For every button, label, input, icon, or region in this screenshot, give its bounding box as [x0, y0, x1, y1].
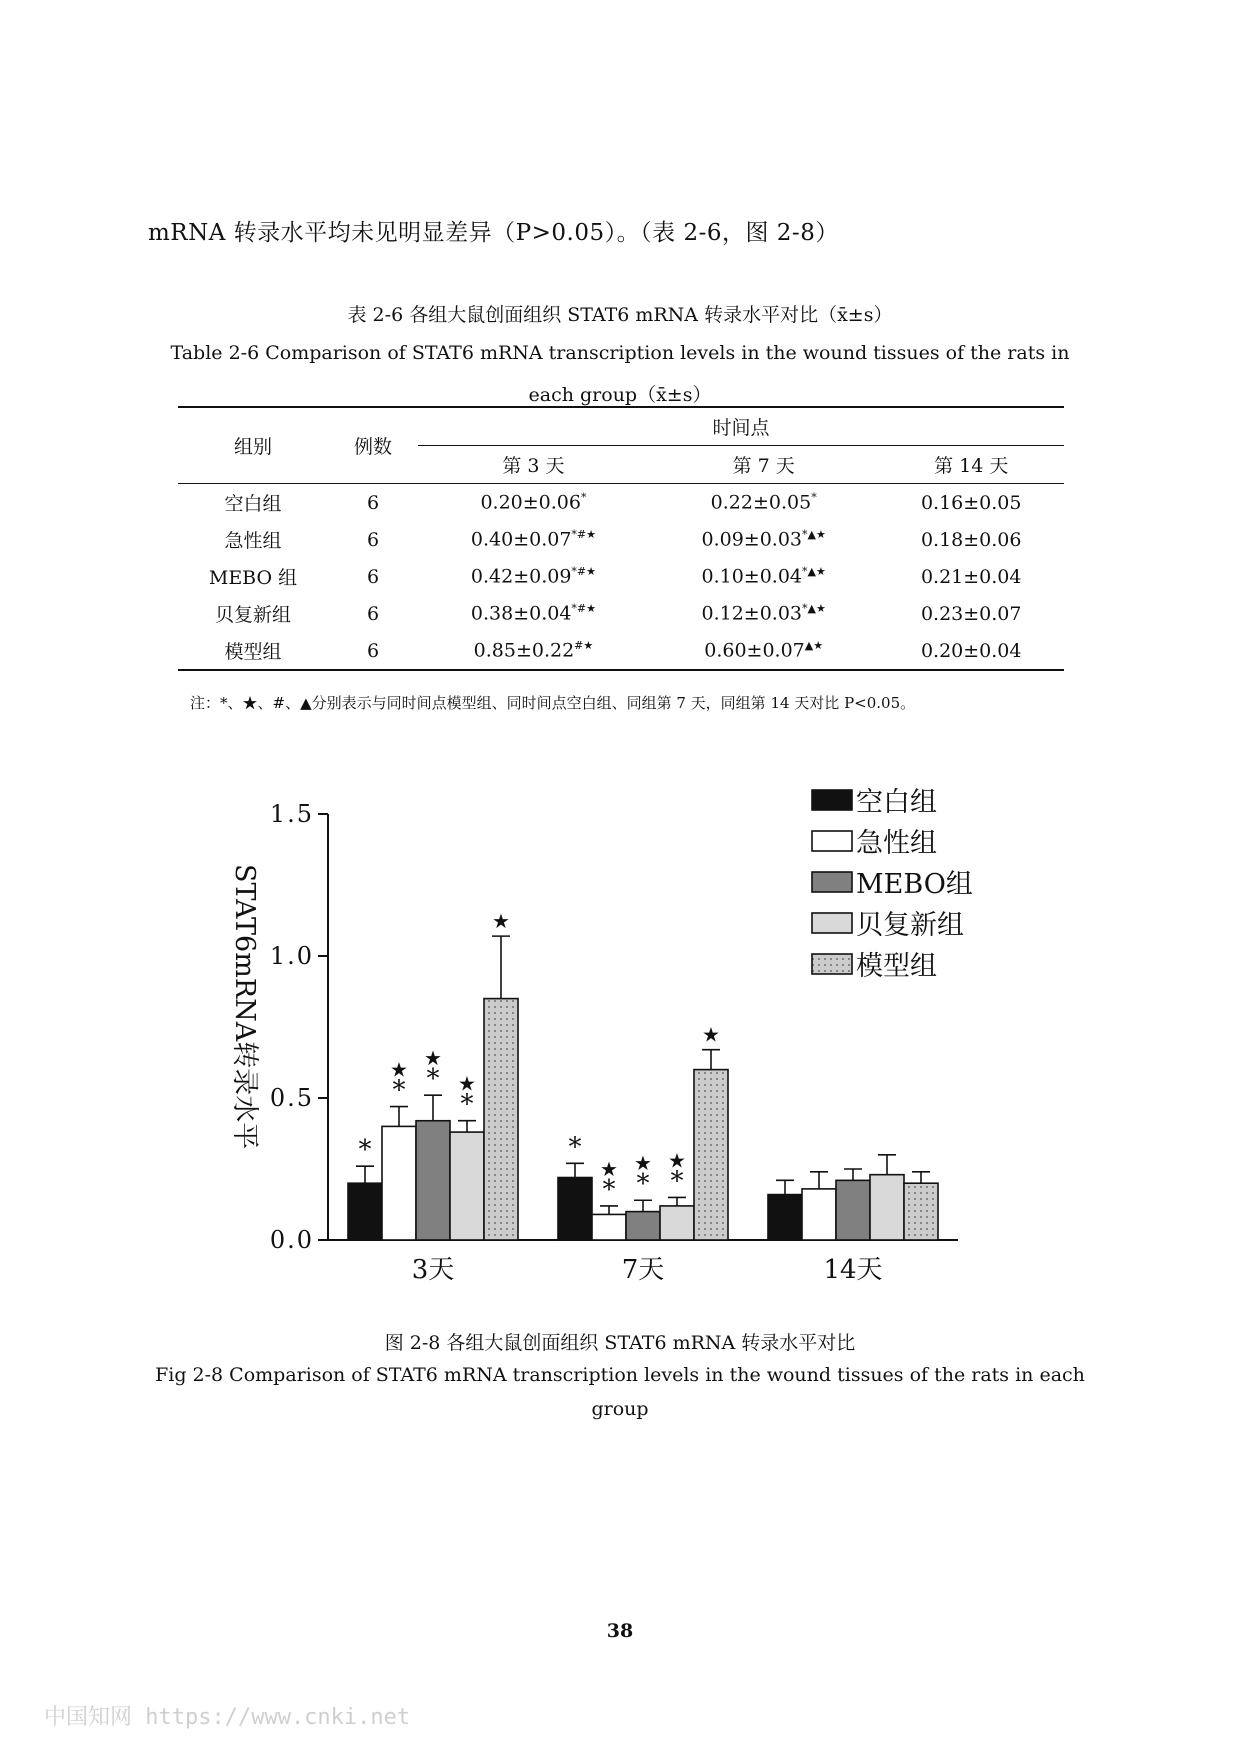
bar	[802, 1189, 836, 1240]
bar	[904, 1183, 938, 1240]
table-caption-en: Table 2-6 Comparison of STAT6 mRNA transcription levels in the wound tissues of the rats in	[170, 342, 1070, 364]
legend-swatch	[812, 872, 852, 892]
legend-label: 模型组	[856, 951, 937, 982]
cell-day3: 0.20±0.06*	[480, 491, 587, 514]
bar	[836, 1180, 870, 1240]
bar	[660, 1206, 694, 1240]
col-header-day14: 第 14 天	[878, 446, 1064, 484]
col-header-time: 时间点	[418, 407, 1064, 446]
table-row	[178, 558, 1064, 595]
cell-day14: 0.18±0.06	[920, 528, 1022, 551]
significance-mark: ★	[424, 1046, 442, 1071]
table-caption-zh: 表 2-6 各组大鼠创面组织 STAT6 mRNA 转录水平对比（x̄±s）	[347, 304, 893, 326]
col-header-n: 例数	[328, 407, 418, 484]
y-axis-label: STAT6mRNA转录水平	[229, 864, 260, 1150]
cell-day3: 0.42±0.09*#★	[470, 565, 596, 588]
legend-label: 急性组	[856, 828, 937, 859]
results-table	[178, 406, 1064, 671]
bar	[450, 1132, 484, 1240]
cell-n: 6	[366, 491, 380, 514]
legend-label: 空白组	[856, 787, 937, 818]
significance-mark: *	[670, 1166, 684, 1197]
cell-day3: 0.85±0.22#★	[418, 632, 649, 670]
x-tick-label: 14天	[823, 1255, 883, 1285]
figure-caption-en-cont: group	[591, 1398, 649, 1420]
cell-day7: 0.22±0.05*	[710, 491, 817, 514]
col-header-group: 组别	[178, 407, 328, 484]
significance-mark: ★	[390, 1057, 408, 1082]
cell-day7: 0.09±0.03*▲★	[701, 528, 826, 551]
cell-day3: 0.38±0.04*#★	[470, 602, 596, 625]
cell-day7: 0.12±0.03*▲★	[701, 602, 826, 625]
y-tick-label: 0.5	[269, 1084, 314, 1112]
bar	[694, 1070, 728, 1240]
significance-mark: *	[426, 1064, 440, 1095]
significance-mark: *	[358, 1135, 372, 1166]
cell-n: 6	[366, 528, 380, 551]
significance-mark: ★	[600, 1156, 618, 1181]
cell-day7: 0.10±0.04*▲★	[701, 565, 826, 588]
x-tick-label: 7天	[621, 1255, 665, 1285]
table-row	[178, 484, 1064, 522]
cell-n: 6	[366, 565, 380, 588]
significance-mark: ★	[634, 1151, 652, 1176]
significance-mark: ★	[668, 1148, 686, 1173]
significance-mark: *	[392, 1075, 406, 1106]
watermark: 中国知网 https://www.cnki.net	[44, 1705, 411, 1730]
figure-caption-en: Fig 2-8 Comparison of STAT6 mRNA transcription levels in the wound tissues of the rats in each	[155, 1364, 1085, 1386]
legend-label: 贝复新组	[856, 910, 964, 941]
cell-day14: 0.20±0.04	[878, 632, 1064, 670]
cell-n: 6	[366, 602, 380, 625]
significance-mark: *	[460, 1089, 474, 1120]
bar-chart	[0, 770, 1240, 1310]
bar	[416, 1121, 450, 1240]
cell-group: 模型组	[178, 632, 328, 670]
cell-group: 急性组	[224, 530, 282, 552]
significance-mark: ★	[702, 1022, 720, 1047]
cell-day7: 0.60±0.07▲★	[649, 632, 879, 670]
cell-n: 6	[328, 632, 418, 670]
legend-swatch	[812, 790, 852, 810]
legend-swatch	[812, 831, 852, 851]
table-row	[178, 632, 1064, 670]
col-header-day7: 第 7 天	[649, 446, 879, 484]
cell-group: MEBO 组	[208, 567, 298, 589]
significance-mark: *	[636, 1169, 650, 1200]
cell-day3: 0.40±0.07*#★	[470, 528, 596, 551]
legend-swatch	[812, 913, 852, 933]
bar	[484, 999, 518, 1240]
legend-label: MEBO组	[856, 869, 973, 900]
table-caption-en-cont: each group（x̄±s）	[528, 384, 712, 406]
table-row	[178, 595, 1064, 632]
cell-day14: 0.16±0.05	[920, 491, 1022, 514]
y-tick-label: 0.0	[269, 1226, 314, 1254]
cell-day14: 0.21±0.04	[920, 565, 1022, 588]
bar	[558, 1178, 592, 1240]
bar	[592, 1214, 626, 1240]
significance-mark: ★	[492, 909, 510, 934]
bar	[870, 1175, 904, 1240]
cell-group: 空白组	[224, 493, 282, 515]
y-tick-label: 1.5	[269, 800, 314, 828]
col-header-day3: 第 3 天	[418, 446, 649, 484]
significance-mark: *	[602, 1174, 616, 1205]
cell-group: 贝复新组	[214, 604, 291, 626]
table-note: 注：*、★、#、▲分别表示与同时间点模型组、同时间点空白组、同组第 7 天，同组第 14 天对比 P<0.05。	[190, 694, 916, 712]
cell-day14: 0.23±0.07	[920, 602, 1022, 625]
table-row	[178, 521, 1064, 558]
body-paragraph: mRNA 转录水平均未见明显差异（P>0.05）。（表 2-6，图 2-8）	[148, 220, 839, 246]
bar	[348, 1183, 382, 1240]
y-tick-label: 1.0	[269, 942, 314, 970]
bar	[768, 1195, 802, 1240]
legend-swatch	[812, 954, 852, 974]
bar	[382, 1126, 416, 1240]
figure-caption-zh: 图 2-8 各组大鼠创面组织 STAT6 mRNA 转录水平对比	[384, 1332, 856, 1354]
page-number: 38	[606, 1620, 634, 1642]
significance-mark: *	[568, 1132, 582, 1163]
significance-mark: ★	[458, 1071, 476, 1096]
bar	[626, 1212, 660, 1240]
x-tick-label: 3天	[411, 1255, 455, 1285]
